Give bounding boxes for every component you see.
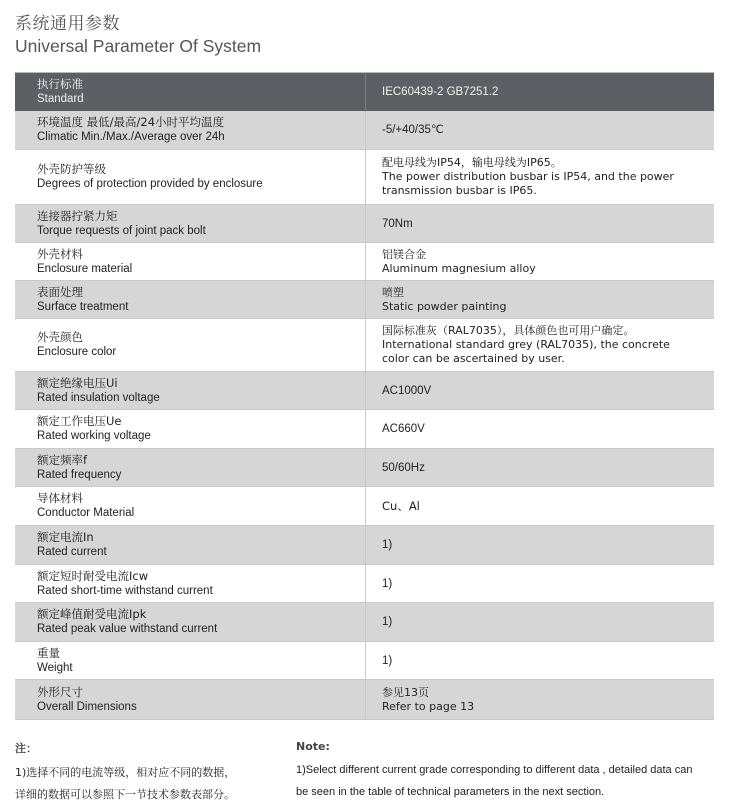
table-row — [15, 372, 714, 410]
param-value: 配电母线为IP54，输电母线为IP65。 — [382, 156, 562, 169]
param-value: AC1000V — [382, 384, 432, 397]
table-row — [15, 111, 714, 150]
param-name-cn: 额定工作电压Ue — [37, 414, 122, 428]
param-value: The power distribution busbar is IP54, and the power — [382, 170, 674, 183]
footnote-line: be seen in the table of technical parameters in the next section. — [296, 786, 605, 798]
table-row — [15, 205, 714, 243]
param-value: AC660V — [382, 423, 425, 435]
page-title-en: Universal Parameter Of System — [15, 36, 262, 56]
param-value: 铝镁合金 — [382, 247, 426, 261]
param-name-en: Rated working voltage — [37, 430, 151, 442]
param-name-cn: 额定绝缘电压Ui — [37, 375, 118, 390]
param-name-cn: 额定短时耐受电流Icw — [37, 568, 149, 583]
param-name-cn: 额定峰值耐受电流Ipk — [37, 607, 147, 621]
param-name-en: Surface treatment — [37, 300, 129, 313]
table-row — [15, 319, 714, 372]
table-row — [15, 150, 714, 205]
param-name-cn: 导体材料 — [37, 491, 83, 505]
footnote-line: 1)选择不同的电流等级，相对应不同的数据， — [15, 766, 236, 779]
table-row — [15, 526, 714, 565]
param-name-cn: 连接器拧紧力矩 — [37, 208, 118, 223]
param-value: 1) — [382, 539, 393, 551]
footnote-cn — [15, 740, 285, 806]
param-value: IEC60439-2 GB7251.2 — [382, 85, 499, 98]
param-name-en: Rated current — [37, 546, 107, 558]
param-value: Aluminum magnesium alloy — [382, 261, 536, 275]
table-row — [15, 281, 714, 319]
param-name-cn: 执行标准 — [37, 76, 83, 91]
param-value: 国际标准灰（RAL7035），具体颜色也可用户确定。 — [382, 324, 635, 337]
param-name-en: Degrees of protection provided by enclosure — [37, 178, 263, 190]
param-value: 1) — [382, 654, 393, 667]
param-value: International standard grey (RAL7035), the concrete — [382, 338, 670, 351]
param-name-en: Climatic Min./Max./Average over 24h — [37, 131, 225, 143]
table-row — [15, 680, 714, 720]
param-value: -5/+40/35℃ — [382, 124, 444, 136]
param-name-en: Rated short-time withstand current — [37, 584, 213, 597]
footnote-line: 1)Select different current grade corresponding to different data , detailed data can — [296, 764, 693, 776]
table-header-row — [15, 73, 714, 111]
table-row — [15, 410, 714, 449]
param-name-en: Enclosure color — [37, 346, 117, 358]
param-name-en: Rated frequency — [37, 468, 122, 481]
param-name-cn: 表面处理 — [37, 284, 83, 299]
param-name-en: Weight — [37, 661, 73, 674]
footnote-text-cn — [15, 762, 285, 806]
param-value: color can be ascertained by user. — [382, 352, 565, 365]
param-value: 1) — [382, 616, 393, 628]
param-name-cn: 环境温度 最低/最高/24小时平均温度 — [37, 115, 225, 129]
footnote-en — [296, 740, 720, 803]
param-name-cn: 外壳防护等级 — [37, 162, 106, 176]
param-name-en: Overall Dimensions — [37, 700, 137, 713]
param-name-cn: 额定电流In — [37, 530, 94, 544]
table-row — [15, 565, 714, 603]
page-title-cn: 系统通用参数 — [15, 14, 120, 34]
table-row — [15, 642, 714, 680]
param-name-en: Standard — [37, 92, 84, 105]
table-row — [15, 449, 714, 487]
param-value: 参见13页 — [382, 685, 429, 699]
param-name-cn: 外壳材料 — [37, 246, 83, 261]
table-row — [15, 603, 714, 642]
param-value: 喷塑 — [382, 285, 404, 299]
parameter-table — [15, 72, 714, 720]
param-name-en: Rated insulation voltage — [37, 391, 160, 404]
footnote-heading-en: Note: — [296, 740, 330, 753]
param-name-cn: 额定频率f — [37, 452, 88, 467]
param-value: Static powder painting — [382, 299, 507, 313]
param-value: Cu、Al — [382, 499, 420, 513]
table-row — [15, 243, 714, 281]
param-name-cn: 外壳颜色 — [37, 330, 83, 344]
footnote-text-en — [296, 759, 720, 803]
param-value: 50/60Hz — [382, 461, 425, 474]
table-row — [15, 487, 714, 526]
param-value: 1) — [382, 577, 393, 590]
param-name-en: Enclosure material — [37, 262, 133, 275]
param-value: Refer to page 13 — [382, 699, 475, 713]
param-name-cn: 外形尺寸 — [37, 684, 83, 699]
footnote-heading-cn: 注： — [15, 742, 37, 755]
param-name-cn: 重量 — [37, 645, 60, 660]
param-name-en: Rated peak value withstand current — [37, 623, 218, 635]
param-name-en: Torque requests of joint pack bolt — [37, 224, 206, 237]
param-value: 70Nm — [382, 217, 413, 230]
param-name-en: Conductor Material — [37, 507, 135, 519]
footnote-line: 详细的数据可以参照下一节技术参数表部分。 — [15, 788, 235, 801]
param-value: transmission busbar is IP65. — [382, 184, 537, 197]
